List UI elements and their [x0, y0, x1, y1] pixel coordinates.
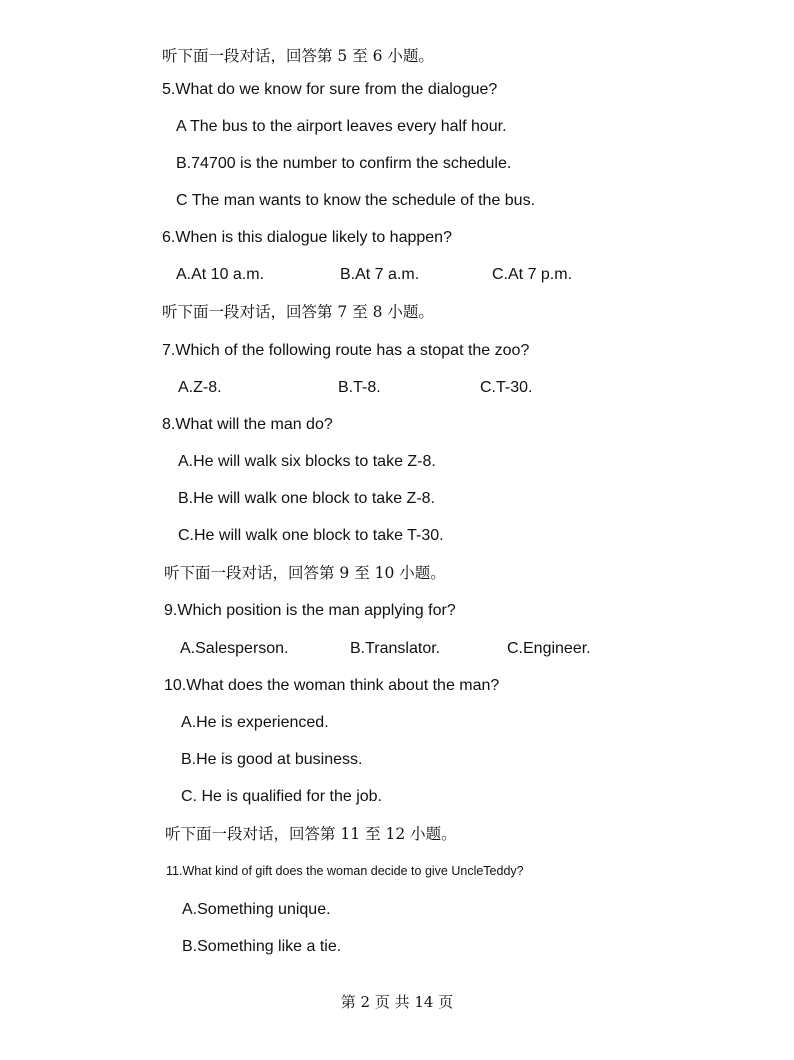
answer-option: C.T-30. — [480, 379, 533, 396]
question-stem: 11.What kind of gift does the woman decide to give UncleTeddy? — [166, 864, 524, 878]
question-stem: 5.What do we know for sure from the dialogue? — [162, 81, 498, 98]
answer-option: A.At 10 a.m. — [176, 266, 265, 283]
answer-option: B.Translator. — [350, 640, 441, 657]
section-instruction: 听下面一段对话，回答第 5 至 6 小题。 — [162, 47, 434, 65]
answer-option: B.He will walk one block to take Z-8. — [178, 490, 435, 507]
question-stem: 8.What will the man do? — [162, 416, 333, 433]
answer-option: C.At 7 p.m. — [492, 266, 573, 283]
question-stem: 9.Which position is the man applying for? — [164, 602, 456, 619]
answer-option: A.Salesperson. — [180, 640, 289, 657]
section-instruction: 听下面一段对话，回答第 9 至 10 小题。 — [164, 564, 446, 582]
answer-option: B.He is good at business. — [181, 751, 363, 768]
question-stem: 10.What does the woman think about the man? — [164, 677, 500, 694]
answer-option: B.T-8. — [338, 379, 381, 396]
answer-option: A.Something unique. — [182, 901, 331, 918]
question-stem: 7.Which of the following route has a stopat the zoo? — [162, 342, 530, 359]
page-footer: 第 2 页 共 14 页 — [340, 993, 454, 1011]
answer-option: B.74700 is the number to confirm the schedule. — [176, 155, 512, 172]
section-instruction: 听下面一段对话，回答第 7 至 8 小题。 — [162, 303, 434, 321]
answer-option: C. He is qualified for the job. — [181, 788, 382, 805]
answer-option: A The bus to the airport leaves every half hour. — [176, 118, 507, 135]
answer-option: B.Something like a tie. — [182, 938, 342, 955]
answer-option: C The man wants to know the schedule of the bus. — [176, 192, 536, 209]
answer-option: A.He is experienced. — [181, 714, 329, 731]
answer-option: C.Engineer. — [507, 640, 591, 657]
answer-option: C.He will walk one block to take T-30. — [178, 527, 444, 544]
answer-option: B.At 7 a.m. — [340, 266, 420, 283]
section-instruction: 听下面一段对话，回答第 11 至 12 小题。 — [165, 825, 457, 843]
answer-option: A.He will walk six blocks to take Z-8. — [178, 453, 436, 470]
question-stem: 6.When is this dialogue likely to happen? — [162, 229, 452, 246]
answer-option: A.Z-8. — [178, 379, 222, 396]
